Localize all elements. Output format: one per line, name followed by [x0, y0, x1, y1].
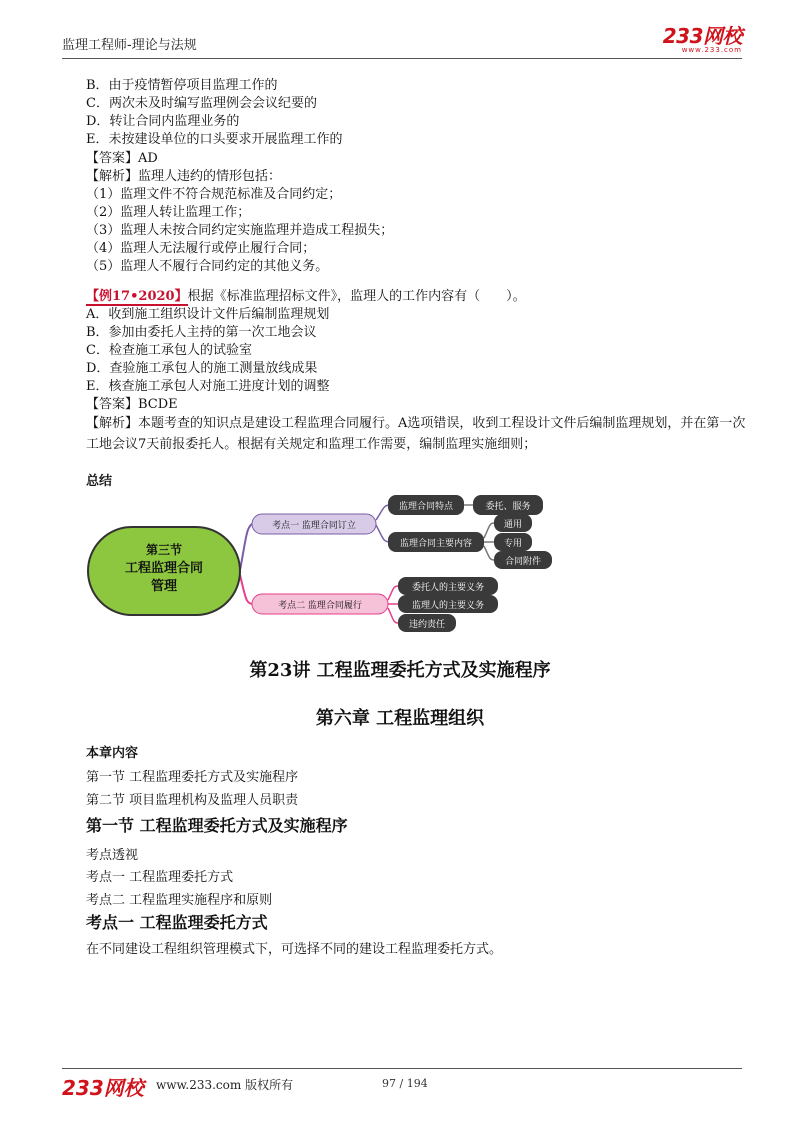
example-option-b: B．参加由委托人主持的第一次工地会议 [86, 325, 317, 340]
example-tag: 【例17•2020】 [86, 289, 188, 304]
logo-url: www.233.com [681, 46, 742, 54]
chapter-contents-item: 第二节 项目监理机构及监理人员职责 [86, 793, 299, 808]
point-text: 在不同建设工程组织管理模式下，可选择不同的建设工程监理委托方式。 [86, 942, 503, 957]
example-option-d: D．查验施工承包人的施工测量放线成果 [86, 361, 318, 376]
footer-divider [62, 1068, 742, 1069]
chapter-contents-item: 第一节 工程监理委托方式及实施程序 [86, 770, 299, 785]
option-e-prev: E．未按建设单位的口头要求开展监理工作的 [86, 132, 343, 147]
header-title: 监理工程师-理论与法规 [62, 38, 197, 53]
overview-point: 考点一 工程监理委托方式 [86, 870, 234, 885]
example-option-e: E．核查施工承包人对施工进度计划的调整 [86, 379, 330, 394]
connector [376, 525, 390, 542]
mindmap-node-label: 监理合同主要内容 [399, 539, 473, 549]
overview-label: 考点透视 [86, 848, 139, 863]
mindmap-node-label: 委托人的主要义务 [411, 583, 485, 593]
example-option-a: A．收到施工组织设计文件后编制监理规划 [86, 307, 330, 322]
connector [240, 575, 254, 604]
page-header [62, 26, 742, 58]
overview-point: 考点二 工程监理实施程序和原则 [86, 893, 273, 908]
mindmap-node-label: 专用 [503, 539, 523, 549]
example-option-c: C．检查施工承包人的试验室 [86, 343, 252, 358]
option-c-prev: C．两次未及时编写监理例会会议纪要的 [86, 96, 317, 111]
connector [240, 523, 254, 570]
mindmap-node-label: 通用 [503, 520, 523, 530]
mindmap-branch-2-label: 考点二 监理合同履行 [278, 601, 362, 611]
point-title: 考点一 工程监理委托方式 [86, 913, 268, 932]
chapter-contents-label: 本章内容 [86, 746, 139, 761]
option-d-prev: D．转让合同内监理业务的 [86, 114, 240, 129]
connector [388, 586, 398, 600]
analysis-prev-item: （1）监理文件不符合规范标准及合同约定； [86, 187, 342, 202]
connector [484, 523, 494, 538]
mindmap-root-line2: 工程监理合同 [124, 561, 204, 576]
analysis-prev-item: （2）监理人转让监理工作； [86, 205, 251, 220]
summary-mindmap [0, 480, 800, 650]
summary-label: 总结 [86, 474, 113, 489]
header-divider [62, 58, 742, 59]
mindmap-root-line3: 管理 [150, 579, 178, 594]
connector [388, 608, 398, 623]
logo-text: 233网校 [662, 24, 742, 48]
answer-prev: 【答案】AD [86, 151, 158, 166]
footer-copyright: www.233.com 版权所有 [156, 1078, 294, 1092]
analysis-prev-title: 【解析】监理人违约的情形包括： [86, 169, 282, 184]
option-b-prev: B．由于疫情暂停项目监理工作的 [86, 78, 278, 93]
footer-logo: 233网校 [62, 1076, 144, 1100]
mindmap-node-label: 监理合同特点 [398, 502, 454, 512]
section-title: 第一节 工程监理委托方式及实施程序 [86, 816, 348, 835]
lecture-title: 第23讲 工程监理委托方式及实施程序 [249, 660, 551, 681]
example-question: 根据《标准监理招标文件》，监理人的工作内容有（ ）。 [187, 289, 526, 304]
analysis-prev-item: （3）监理人未按合同约定实施监理并造成工程损失； [86, 223, 394, 238]
mindmap-node-label: 违约责任 [408, 620, 446, 630]
analysis-prev-item: （4）监理人无法履行或停止履行合同； [86, 241, 316, 256]
connector [376, 505, 390, 520]
mindmap-branch-1-label: 考点一 监理合同订立 [272, 521, 356, 531]
connector [484, 546, 494, 560]
analysis-prev-item: （5）监理人不履行合同约定的其他义务。 [86, 259, 329, 274]
page-number: 97 / 194 [382, 1077, 428, 1090]
mindmap-node-label: 监理人的主要义务 [411, 601, 485, 611]
chapter-title: 第六章 工程监理组织 [315, 708, 485, 729]
mindmap-node-label: 委托、服务 [485, 502, 531, 512]
brand-logo [663, 26, 742, 55]
example-question-line [86, 289, 526, 305]
mindmap-root-line1: 第三节 [145, 543, 183, 557]
example-answer: 【答案】BCDE [86, 397, 178, 412]
example-analysis: 【解析】本题考查的知识点是建设工程监理合同履行。A选项错误，收到工程设计文件后编制监理规划，并在第一次工地会议7天前报委托人。根据有关规定和监理工作需要，编制监理实施细则； [86, 416, 746, 452]
page-footer [62, 1072, 742, 1100]
mindmap-node-label: 合同附件 [504, 557, 542, 567]
